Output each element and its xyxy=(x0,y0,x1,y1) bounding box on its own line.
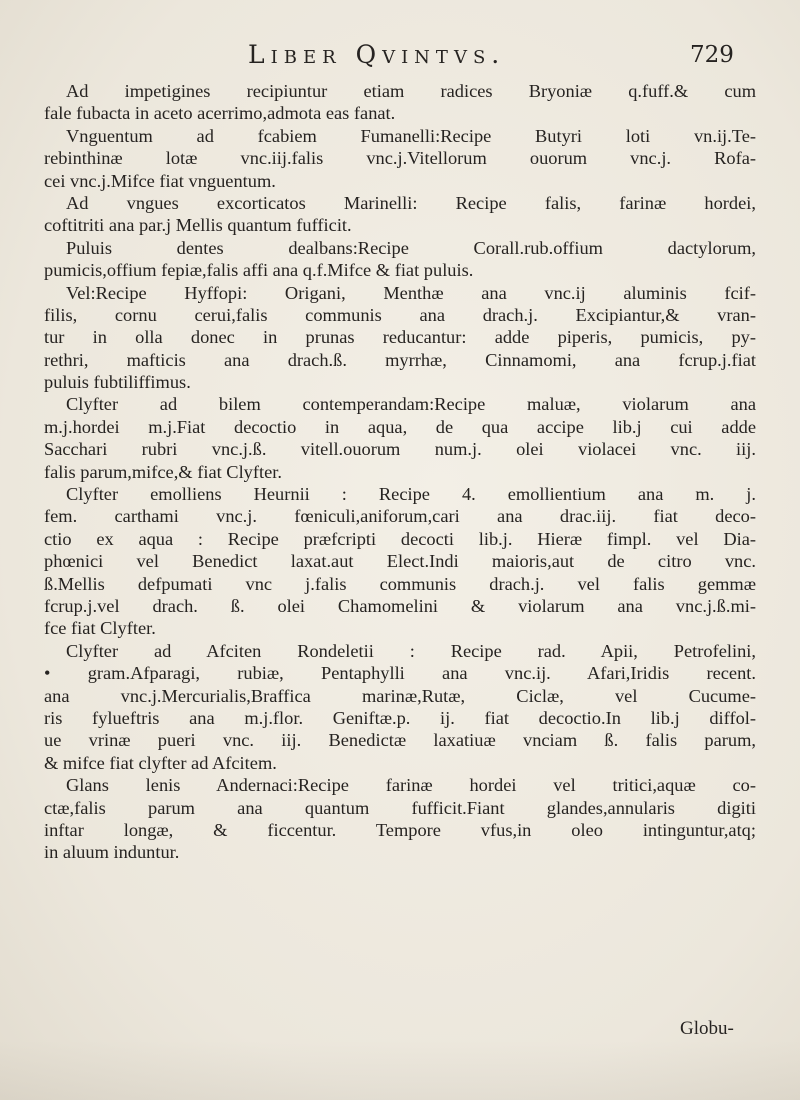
text-line: puluis fubtiliffimus. xyxy=(44,372,191,393)
text-line: coftitriti ana par.j Mellis quantum fufficit. xyxy=(44,215,352,236)
text-line: Vnguentum ad fcabiem Fumanelli:Recipe Butyri loti vn.ij.Te- xyxy=(66,125,756,146)
body-text xyxy=(44,80,756,864)
text-line: & mifce fiat clyfter ad Afcitem. xyxy=(44,752,277,773)
text-line: • gram.Afparagi, rubiæ, Pentaphylli ana vnc.ij. Afari,Iridis recent. xyxy=(44,663,756,684)
catchword: Globu- xyxy=(680,1018,734,1039)
text-line: Vel:Recipe Hyffopi: Origani, Menthæ ana vnc.ij aluminis fcif- xyxy=(66,282,756,303)
text-line: Clyfter emolliens Heurnii : Recipe 4. emollientium ana m. j. xyxy=(66,484,756,505)
text-line: fcrup.j.vel drach. ß. olei Chamomelini & violarum ana vnc.j.ß.mi- xyxy=(44,595,756,616)
text-line: Ad impetigines recipiuntur etiam radices Bryoniæ q.fuff.& cum xyxy=(66,81,756,101)
text-line: tur in olla donec in prunas reducantur: adde piperis, pumicis, py- xyxy=(44,327,756,348)
text-line: rethri, mafticis ana drach.ß. myrrhæ, Cinnamomi, ana fcrup.j.fiat xyxy=(44,349,756,370)
page-shadow xyxy=(0,1040,800,1100)
text-line: ctio ex aqua : Recipe præfcripti decocti lib.j. Hieræ fimpl. vel Dia- xyxy=(44,528,756,549)
text-line: Puluis dentes dealbans:Recipe Corall.rub.offium dactylorum, xyxy=(66,237,756,258)
text-line: phœnici vel Benedict laxat.aut Elect.Indi maioris,aut de citro vnc. xyxy=(44,551,756,572)
text-line: ß.Mellis defpumati vnc j.falis communis drach.j. vel falis gemmæ xyxy=(44,573,756,594)
text-line: fem. carthami vnc.j. fœniculi,aniforum,cari ana drac.iij. fiat deco- xyxy=(44,506,756,527)
text-line: rebinthinæ lotæ vnc.iij.falis vnc.j.Vitellorum ouorum vnc.j. Rofa- xyxy=(44,148,756,169)
text-line: filis, cornu cerui,falis communis ana drach.j. Excipiantur,& vran- xyxy=(44,304,756,325)
text-line: inftar longæ, & ficcentur. Tempore vfus,in oleo intinguntur,atq; xyxy=(44,819,756,840)
text-line: ctæ,falis parum ana quantum fufficit.Fiant glandes,annularis digiti xyxy=(44,797,756,818)
page-number: 729 xyxy=(690,42,734,68)
text-line: Glans lenis Andernaci:Recipe farinæ hordei vel tritici,aquæ co- xyxy=(66,775,756,796)
text-line: fce fiat Clyfter. xyxy=(44,618,156,639)
text-line: m.j.hordei m.j.Fiat decoctio in aqua, de qua accipe lib.j cui adde xyxy=(44,416,756,437)
text-line: cei vnc.j.Mifce fiat vnguentum. xyxy=(44,170,276,191)
text-line: fale fubacta in aceto acerrimo,admota eas fanat. xyxy=(44,103,396,124)
book-title: Liber Qvintvs. xyxy=(248,40,506,69)
text-line: ue vrinæ pueri vnc. iij. Benedictæ laxatiuæ vnciam ß. falis parum, xyxy=(44,730,756,751)
text-line: ris fylueftris ana m.j.flor. Geniftæ.p. ij. fiat decoctio.In lib.j diffol- xyxy=(44,707,756,728)
text-line: ana vnc.j.Mercurialis,Braffica marinæ,Rutæ, Ciclæ, vel Cucume- xyxy=(44,685,756,706)
text-line: Clyfter ad Afciten Rondeletii : Recipe rad. Apii, Petrofelini, xyxy=(66,640,756,661)
running-head xyxy=(0,40,800,74)
text-line: Clyfter ad bilem contemperandam:Recipe maluæ, violarum ana xyxy=(66,394,756,415)
text-line: Ad vngues excorticatos Marinelli: Recipe falis, farinæ hordei, xyxy=(66,192,756,213)
text-line: falis parum,mifce,& fiat Clyfter. xyxy=(44,461,282,482)
text-line: pumicis,offium fepiæ,falis affi ana q.f.Mifce & fiat puluis. xyxy=(44,260,474,281)
text-line: Sacchari rubri vnc.j.ß. vitell.ouorum num.j. olei violacei vnc. iij. xyxy=(44,439,756,460)
text-line: in aluum induntur. xyxy=(44,842,180,863)
